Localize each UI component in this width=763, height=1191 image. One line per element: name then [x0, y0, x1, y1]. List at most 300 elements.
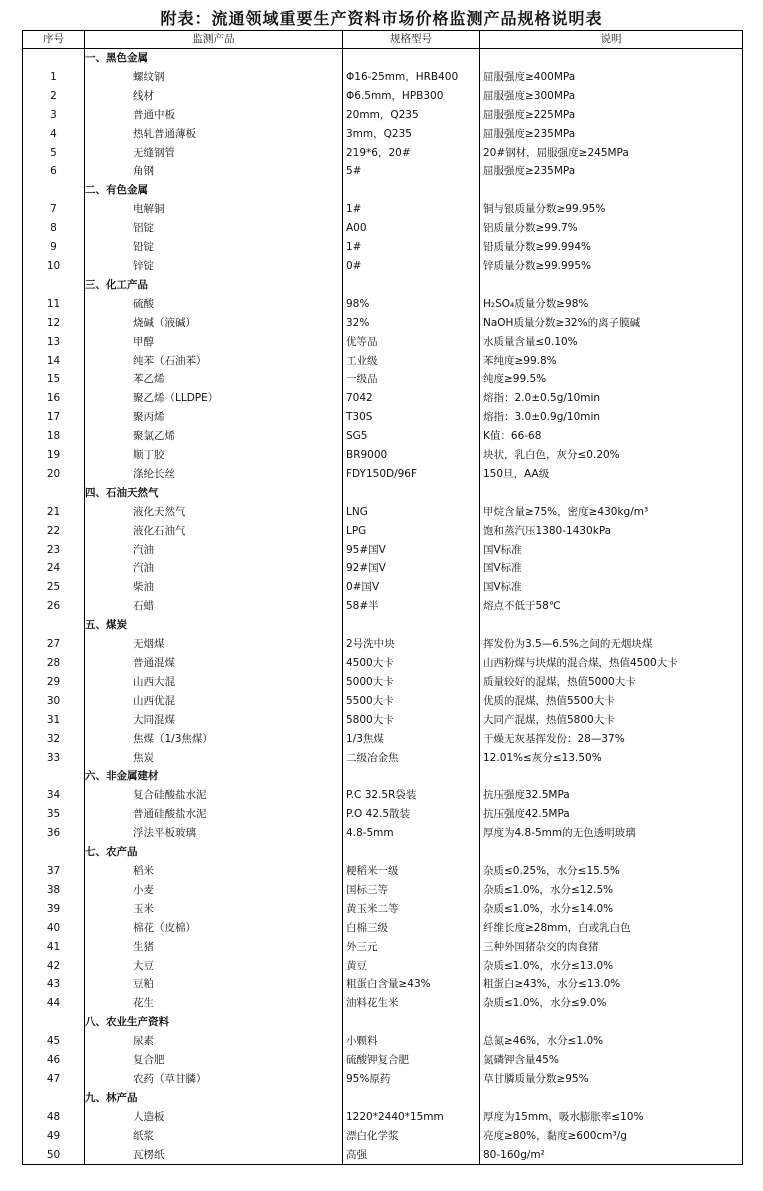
description: 屈服强度≥235MPa: [480, 125, 743, 144]
section-spec-cell: [343, 767, 480, 786]
product-name: 瓦楞纸: [85, 1146, 343, 1165]
row-number: 12: [23, 314, 85, 333]
table-row: [23, 975, 743, 994]
row-number: 25: [23, 578, 85, 597]
description: 抗压强度32.5MPa: [480, 786, 743, 805]
product-name: 电解铜: [85, 200, 343, 219]
product-name: 普通中板: [85, 106, 343, 125]
description: 山西粉煤与块煤的混合煤，热值4500大卡: [480, 654, 743, 673]
product-name: 螺纹钢: [85, 68, 343, 87]
section-row: [23, 181, 743, 200]
description: 杂质≤0.25%，水分≤15.5%: [480, 862, 743, 881]
row-number: 23: [23, 541, 85, 560]
product-name: 纸浆: [85, 1127, 343, 1146]
spec-model: 1#: [343, 200, 480, 219]
row-number: 17: [23, 408, 85, 427]
row-number: 26: [23, 597, 85, 616]
product-name: 焦炭: [85, 749, 343, 768]
description: 杂质≤1.0%，水分≤14.0%: [480, 900, 743, 919]
spec-model: P.C 32.5R袋装: [343, 786, 480, 805]
description: 杂质≤1.0%，水分≤12.5%: [480, 881, 743, 900]
spec-model: A00: [343, 219, 480, 238]
row-number: 31: [23, 711, 85, 730]
section-no-cell: [23, 276, 85, 295]
spec-model: 1#: [343, 238, 480, 257]
row-number: 3: [23, 106, 85, 125]
spec-model: 粗蛋白含量≥43%: [343, 975, 480, 994]
product-name: 生猪: [85, 938, 343, 957]
table-row: [23, 881, 743, 900]
section-heading: 五、煤炭: [85, 616, 343, 635]
table-row: [23, 446, 743, 465]
table-row: [23, 314, 743, 333]
section-spec-cell: [343, 1089, 480, 1108]
spec-table: [22, 30, 743, 1165]
description: 熔指：3.0±0.9g/10min: [480, 408, 743, 427]
spec-model: 黄豆: [343, 957, 480, 976]
section-no-cell: [23, 1089, 85, 1108]
table-row: [23, 503, 743, 522]
table-row: [23, 862, 743, 881]
spec-model: 1220*2440*15mm: [343, 1108, 480, 1127]
row-number: 21: [23, 503, 85, 522]
section-desc-cell: [480, 181, 743, 200]
description: 屈服强度≥300MPa: [480, 87, 743, 106]
section-no-cell: [23, 843, 85, 862]
product-name: 普通混煤: [85, 654, 343, 673]
table-row: [23, 389, 743, 408]
table-row: [23, 257, 743, 276]
header-no: 序号: [23, 31, 85, 49]
spec-model: 0#国Ⅴ: [343, 578, 480, 597]
table-row: [23, 87, 743, 106]
row-number: 22: [23, 522, 85, 541]
description: 甲烷含量≥75%，密度≥430kg/m³: [480, 503, 743, 522]
product-name: 聚氯乙烯: [85, 427, 343, 446]
table-body: [23, 49, 743, 1165]
spec-model: 外三元: [343, 938, 480, 957]
table-row: [23, 1070, 743, 1089]
spec-model: 92#国Ⅴ: [343, 559, 480, 578]
table-row: [23, 1032, 743, 1051]
spec-model: 5#: [343, 162, 480, 181]
table-row: [23, 219, 743, 238]
product-name: 复合硅酸盐水泥: [85, 786, 343, 805]
header-spec: 规格型号: [343, 31, 480, 49]
section-heading: 六、非金属建材: [85, 767, 343, 786]
spec-model: 0#: [343, 257, 480, 276]
product-name: 顺丁胶: [85, 446, 343, 465]
row-number: 39: [23, 900, 85, 919]
section-spec-cell: [343, 843, 480, 862]
row-number: 1: [23, 68, 85, 87]
spec-model: 1/3焦煤: [343, 730, 480, 749]
table-row: [23, 1146, 743, 1165]
product-name: 汽油: [85, 559, 343, 578]
table-row: [23, 654, 743, 673]
table-row: [23, 295, 743, 314]
description: 国Ⅴ标准: [480, 541, 743, 560]
table-row: [23, 106, 743, 125]
description: 挥发份为3.5—6.5%之间的无烟块煤: [480, 635, 743, 654]
spec-model: 58#半: [343, 597, 480, 616]
table-row: [23, 541, 743, 560]
section-spec-cell: [343, 49, 480, 68]
product-name: 柴油: [85, 578, 343, 597]
section-spec-cell: [343, 276, 480, 295]
spec-model: 98%: [343, 295, 480, 314]
description: 干燥无灰基挥发份：28—37%: [480, 730, 743, 749]
product-name: 山西优混: [85, 692, 343, 711]
table-row: [23, 635, 743, 654]
section-row: [23, 276, 743, 295]
description: H₂SO₄质量分数≥98%: [480, 295, 743, 314]
spec-model: 国标三等: [343, 881, 480, 900]
spec-model: 219*6，20#: [343, 144, 480, 163]
section-heading: 九、林产品: [85, 1089, 343, 1108]
section-desc-cell: [480, 1013, 743, 1032]
description: 20#钢材，屈服强度≥245MPa: [480, 144, 743, 163]
spec-model: LPG: [343, 522, 480, 541]
section-row: [23, 49, 743, 68]
product-name: 稻米: [85, 862, 343, 881]
description: 三种外国猪杂交的肉食猪: [480, 938, 743, 957]
description: 国Ⅴ标准: [480, 559, 743, 578]
section-no-cell: [23, 49, 85, 68]
description: 草甘膦质量分数≥95%: [480, 1070, 743, 1089]
row-number: 16: [23, 389, 85, 408]
section-desc-cell: [480, 1089, 743, 1108]
row-number: 45: [23, 1032, 85, 1051]
row-number: 10: [23, 257, 85, 276]
section-row: [23, 1013, 743, 1032]
product-name: 涤纶长丝: [85, 465, 343, 484]
spec-model: 95%原药: [343, 1070, 480, 1089]
row-number: 4: [23, 125, 85, 144]
product-name: 液化天然气: [85, 503, 343, 522]
table-row: [23, 1051, 743, 1070]
description: 水质量含量≤0.10%: [480, 333, 743, 352]
section-heading: 二、有色金属: [85, 181, 343, 200]
table-row: [23, 465, 743, 484]
row-number: 28: [23, 654, 85, 673]
spec-model: 2号洗中块: [343, 635, 480, 654]
spec-model: 32%: [343, 314, 480, 333]
product-name: 普通硅酸盐水泥: [85, 805, 343, 824]
spec-model: BR9000: [343, 446, 480, 465]
table-row: [23, 824, 743, 843]
description: NaOH质量分数≥32%的离子膜碱: [480, 314, 743, 333]
spec-model: 95#国Ⅴ: [343, 541, 480, 560]
description: 粗蛋白≥43%，水分≤13.0%: [480, 975, 743, 994]
spec-model: 工业级: [343, 352, 480, 371]
row-number: 13: [23, 333, 85, 352]
row-number: 50: [23, 1146, 85, 1165]
section-row: [23, 484, 743, 503]
header-desc: 说明: [480, 31, 743, 49]
spec-model: 黄玉米二等: [343, 900, 480, 919]
description: 12.01%≤灰分≤13.50%: [480, 749, 743, 768]
table-row: [23, 692, 743, 711]
section-desc-cell: [480, 767, 743, 786]
spec-model: 5000大卡: [343, 673, 480, 692]
product-name: 豆粕: [85, 975, 343, 994]
description: 厚度为4.8-5mm的无色透明玻璃: [480, 824, 743, 843]
row-number: 37: [23, 862, 85, 881]
description: K值：66-68: [480, 427, 743, 446]
section-desc-cell: [480, 484, 743, 503]
description: 铜与银质量分数≥99.95%: [480, 200, 743, 219]
product-name: 热轧普通薄板: [85, 125, 343, 144]
section-heading: 三、化工产品: [85, 276, 343, 295]
product-name: 尿素: [85, 1032, 343, 1051]
description: 优质的混煤，热值5500大卡: [480, 692, 743, 711]
row-number: 18: [23, 427, 85, 446]
spec-model: LNG: [343, 503, 480, 522]
description: 厚度为15mm，吸水膨胀率≤10%: [480, 1108, 743, 1127]
product-name: 聚乙烯（LLDPE）: [85, 389, 343, 408]
table-row: [23, 711, 743, 730]
row-number: 46: [23, 1051, 85, 1070]
spec-model: Φ16-25mm，HRB400: [343, 68, 480, 87]
spec-model: 3mm，Q235: [343, 125, 480, 144]
row-number: 20: [23, 465, 85, 484]
section-row: [23, 1089, 743, 1108]
row-number: 41: [23, 938, 85, 957]
header-row: [23, 31, 743, 49]
description: 屈服强度≥400MPa: [480, 68, 743, 87]
product-name: 液化石油气: [85, 522, 343, 541]
spec-model: 二级冶金焦: [343, 749, 480, 768]
row-number: 19: [23, 446, 85, 465]
product-name: 浮法平板玻璃: [85, 824, 343, 843]
table-row: [23, 408, 743, 427]
spec-model: P.O 42.5散装: [343, 805, 480, 824]
product-name: 花生: [85, 994, 343, 1013]
description: 熔指：2.0±0.5g/10min: [480, 389, 743, 408]
description: 总氮≥46%，水分≤1.0%: [480, 1032, 743, 1051]
product-name: 铅锭: [85, 238, 343, 257]
row-number: 24: [23, 559, 85, 578]
description: 铝质量分数≥99.7%: [480, 219, 743, 238]
description: 纤维长度≥28mm，白或乳白色: [480, 919, 743, 938]
product-name: 焦煤（1/3焦煤）: [85, 730, 343, 749]
table-row: [23, 1108, 743, 1127]
row-number: 42: [23, 957, 85, 976]
table-row: [23, 370, 743, 389]
table-row: [23, 125, 743, 144]
product-name: 角钢: [85, 162, 343, 181]
product-name: 铝锭: [85, 219, 343, 238]
table-row: [23, 1127, 743, 1146]
description: 抗压强度42.5MPa: [480, 805, 743, 824]
spec-model: SG5: [343, 427, 480, 446]
table-row: [23, 994, 743, 1013]
description: 铅质量分数≥99.994%: [480, 238, 743, 257]
row-number: 49: [23, 1127, 85, 1146]
table-row: [23, 673, 743, 692]
product-name: 线材: [85, 87, 343, 106]
table-row: [23, 597, 743, 616]
table-row: [23, 238, 743, 257]
product-name: 石蜡: [85, 597, 343, 616]
description: 杂质≤1.0%，水分≤9.0%: [480, 994, 743, 1013]
description: 杂质≤1.0%，水分≤13.0%: [480, 957, 743, 976]
row-number: 40: [23, 919, 85, 938]
section-heading: 七、农产品: [85, 843, 343, 862]
table-row: [23, 522, 743, 541]
spec-model: 5500大卡: [343, 692, 480, 711]
row-number: 9: [23, 238, 85, 257]
spec-model: FDY150D/96F: [343, 465, 480, 484]
row-number: 27: [23, 635, 85, 654]
header-product: 监测产品: [85, 31, 343, 49]
section-desc-cell: [480, 276, 743, 295]
table-row: [23, 559, 743, 578]
product-name: 纯苯（石油苯）: [85, 352, 343, 371]
table-row: [23, 957, 743, 976]
table-row: [23, 919, 743, 938]
description: 大同产混煤，热值5800大卡: [480, 711, 743, 730]
section-spec-cell: [343, 484, 480, 503]
product-name: 人造板: [85, 1108, 343, 1127]
spec-model: 7042: [343, 389, 480, 408]
table-row: [23, 68, 743, 87]
table-row: [23, 144, 743, 163]
table-row: [23, 200, 743, 219]
row-number: 2: [23, 87, 85, 106]
table-row: [23, 162, 743, 181]
description: 苯纯度≥99.8%: [480, 352, 743, 371]
spec-model: Φ6.5mm，HPB300: [343, 87, 480, 106]
spec-model: 高强: [343, 1146, 480, 1165]
product-name: 小麦: [85, 881, 343, 900]
table-row: [23, 427, 743, 446]
description: 纯度≥99.5%: [480, 370, 743, 389]
description: 80-160g/m²: [480, 1146, 743, 1165]
row-number: 7: [23, 200, 85, 219]
section-spec-cell: [343, 1013, 480, 1032]
product-name: 复合肥: [85, 1051, 343, 1070]
product-name: 甲醇: [85, 333, 343, 352]
description: 国Ⅴ标准: [480, 578, 743, 597]
row-number: 36: [23, 824, 85, 843]
section-spec-cell: [343, 181, 480, 200]
page-title: 附表：流通领域重要生产资料市场价格监测产品规格说明表: [160, 9, 603, 28]
section-heading: 八、农业生产资料: [85, 1013, 343, 1032]
row-number: 48: [23, 1108, 85, 1127]
row-number: 11: [23, 295, 85, 314]
row-number: 44: [23, 994, 85, 1013]
product-name: 农药（草甘膦）: [85, 1070, 343, 1089]
table-row: [23, 730, 743, 749]
description: 150旦，AA级: [480, 465, 743, 484]
spec-model: 白棉三级: [343, 919, 480, 938]
row-number: 47: [23, 1070, 85, 1089]
table-row: [23, 938, 743, 957]
product-name: 无烟煤: [85, 635, 343, 654]
section-no-cell: [23, 1013, 85, 1032]
description: 屈服强度≥235MPa: [480, 162, 743, 181]
description: 亮度≥80%，黏度≥600cm³/g: [480, 1127, 743, 1146]
table-row: [23, 749, 743, 768]
description: 熔点不低于58℃: [480, 597, 743, 616]
spec-model: 优等品: [343, 333, 480, 352]
row-number: 38: [23, 881, 85, 900]
table-row: [23, 805, 743, 824]
description: 块状，乳白色，灰分≤0.20%: [480, 446, 743, 465]
description: 屈服强度≥225MPa: [480, 106, 743, 125]
description: 饱和蒸汽压1380-1430kPa: [480, 522, 743, 541]
spec-model: 油料花生米: [343, 994, 480, 1013]
product-name: 无缝钢管: [85, 144, 343, 163]
product-name: 烧碱（液碱）: [85, 314, 343, 333]
description: 质量较好的混煤，热值5000大卡: [480, 673, 743, 692]
section-desc-cell: [480, 49, 743, 68]
section-desc-cell: [480, 616, 743, 635]
spec-model: 小颗料: [343, 1032, 480, 1051]
table-row: [23, 578, 743, 597]
row-number: 35: [23, 805, 85, 824]
product-name: 苯乙烯: [85, 370, 343, 389]
section-no-cell: [23, 181, 85, 200]
product-name: 大同混煤: [85, 711, 343, 730]
product-name: 棉花（皮棉）: [85, 919, 343, 938]
row-number: 43: [23, 975, 85, 994]
row-number: 5: [23, 144, 85, 163]
row-number: 34: [23, 786, 85, 805]
product-name: 山西大混: [85, 673, 343, 692]
section-desc-cell: [480, 843, 743, 862]
description: 锌质量分数≥99.995%: [480, 257, 743, 276]
spec-model: 4500大卡: [343, 654, 480, 673]
table-row: [23, 786, 743, 805]
row-number: 6: [23, 162, 85, 181]
product-name: 汽油: [85, 541, 343, 560]
section-row: [23, 843, 743, 862]
spec-model: 漂白化学浆: [343, 1127, 480, 1146]
spec-model: 硫酸钾复合肥: [343, 1051, 480, 1070]
section-spec-cell: [343, 616, 480, 635]
product-name: 大豆: [85, 957, 343, 976]
product-name: 玉米: [85, 900, 343, 919]
row-number: 32: [23, 730, 85, 749]
row-number: 14: [23, 352, 85, 371]
product-name: 硫酸: [85, 295, 343, 314]
row-number: 30: [23, 692, 85, 711]
section-no-cell: [23, 767, 85, 786]
section-row: [23, 616, 743, 635]
row-number: 29: [23, 673, 85, 692]
spec-model: T30S: [343, 408, 480, 427]
table-row: [23, 333, 743, 352]
spec-model: 5800大卡: [343, 711, 480, 730]
spec-model: 一级品: [343, 370, 480, 389]
table-row: [23, 352, 743, 371]
section-no-cell: [23, 616, 85, 635]
product-name: 聚丙烯: [85, 408, 343, 427]
description: 氮磷钾含量45%: [480, 1051, 743, 1070]
spec-model: 4.8-5mm: [343, 824, 480, 843]
row-number: 15: [23, 370, 85, 389]
row-number: 33: [23, 749, 85, 768]
spec-model: 粳稻米一级: [343, 862, 480, 881]
section-heading: 四、石油天然气: [85, 484, 343, 503]
product-name: 锌锭: [85, 257, 343, 276]
row-number: 8: [23, 219, 85, 238]
section-row: [23, 767, 743, 786]
section-heading: 一、黑色金属: [85, 49, 343, 68]
